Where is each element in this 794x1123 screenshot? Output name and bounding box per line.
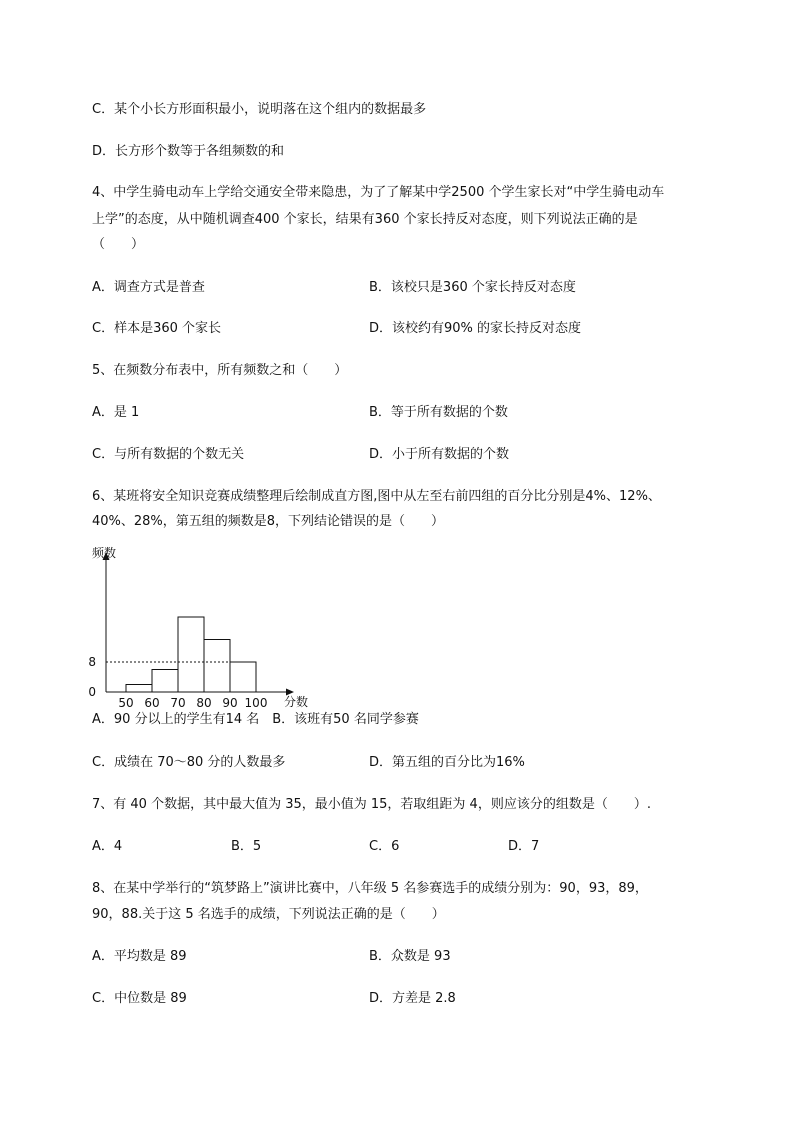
x-tick-label: 80 [196, 696, 212, 708]
q3-option-d: D．长方形个数等于各组频数的和 [92, 144, 285, 159]
q5-option-b: B．等于所有数据的个数 [369, 405, 508, 420]
y-tick-label: 0 [88, 685, 96, 699]
q4-option-a: A．调查方式是普查 [92, 280, 205, 295]
histogram-bar [178, 617, 204, 692]
q4-stem-line2: 上学”的态度，从中随机调查400 个家长，结果有360 个家长持反对态度，则下列说法正确的是 [92, 212, 638, 227]
q6-stem-line2: 40%、28%，第五组的频数是8，下列结论错误的是（ ） [92, 514, 445, 529]
histogram-bar [230, 662, 256, 692]
q8-stem-line2: 90，88.关于这 5 名选手的成绩，下列说法正确的是（ ） [92, 907, 445, 922]
q4-option-b: B．该校只是360 个家长持反对态度 [369, 280, 576, 295]
q7-option-d: D．7 [508, 839, 540, 854]
histogram-bar [152, 670, 178, 693]
q5-option-d: D．小于所有数据的个数 [369, 447, 510, 462]
y-tick-label: 8 [88, 655, 96, 669]
q6-stem-line1: 6、某班将安全知识竞赛成绩整理后绘制成直方图,图中从左至右前四组的百分比分别是4%、12%、 [92, 489, 661, 504]
x-tick-label: 90 [222, 696, 238, 708]
x-axis-label: 分数 [284, 695, 309, 708]
q8-option-a: A．平均数是 89 [92, 949, 187, 964]
q5-stem: 5、在频数分布表中，所有频数之和（ ） [92, 363, 348, 378]
x-tick-label: 50 [118, 696, 134, 708]
q4-answer-bracket: （ ） [92, 237, 145, 252]
q6-option-c: C．成绩在 70～80 分的人数最多 [92, 755, 286, 770]
q4-stem-line1: 4、中学生骑电动车上学给交通安全带来隐患，为了了解某中学2500 个学生家长对“中学生骑电动车 [92, 185, 665, 200]
x-tick-label: 60 [144, 696, 160, 708]
histogram-bar [204, 640, 230, 693]
q8-stem-line1: 8、在某中学举行的“筑梦路上”演讲比赛中，八年级 5 名参赛选手的成绩分别为：90，93，89， [92, 881, 648, 896]
y-axis-label: 频数 [92, 546, 117, 560]
x-tick-label: 100 [244, 696, 268, 708]
q6-option-d: D．第五组的百分比为16% [369, 755, 525, 770]
x-tick-label: 70 [170, 696, 186, 708]
q4-option-c: C．样本是360 个家长 [92, 321, 222, 336]
q5-option-a: A．是 1 [92, 405, 140, 420]
q8-option-b: B．众数是 93 [369, 949, 451, 964]
histogram-chart [84, 546, 334, 708]
q7-option-b: B．5 [231, 839, 262, 854]
q5-option-c: C．与所有数据的个数无关 [92, 447, 245, 462]
q4-option-d: D．该校约有90% 的家长持反对态度 [369, 321, 582, 336]
q3-option-c: C．某个小长方形面积最小，说明落在这个组内的数据最多 [92, 102, 427, 117]
histogram-bar [126, 685, 152, 693]
q7-option-c: C．6 [369, 839, 400, 854]
q8-option-d: D．方差是 2.8 [369, 991, 456, 1006]
q8-option-c: C．中位数是 89 [92, 991, 187, 1006]
q7-stem: 7、有 40 个数据，其中最大值为 35，最小值为 15，若取组距为 4，则应该分的组数是（ ）. [92, 797, 651, 812]
q6-options-a-b: A．90 分以上的学生有14 名 B．该班有50 名同学参赛 [92, 712, 419, 727]
q7-option-a: A．4 [92, 839, 123, 854]
